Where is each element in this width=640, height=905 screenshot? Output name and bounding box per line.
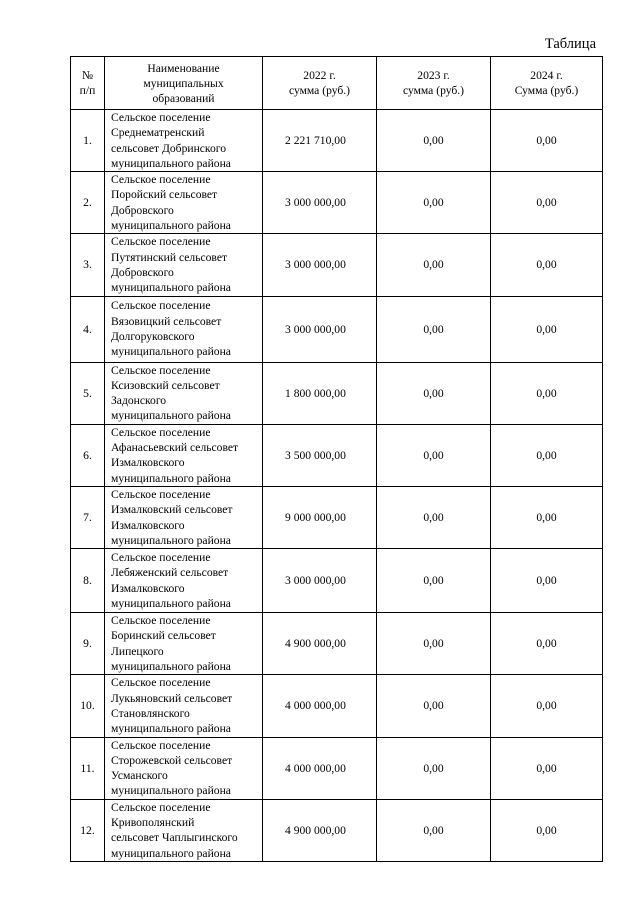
header-name	[105, 57, 263, 110]
table-row	[71, 737, 603, 799]
amount-2023: 0,00	[377, 613, 491, 675]
municipality-name: Сельское поселение Измалковский сельсовет Измалковского муниципального района	[105, 486, 263, 548]
table-row	[71, 799, 603, 861]
row-number: 1.	[71, 110, 105, 172]
budget-table	[70, 56, 603, 862]
amount-2022: 2 221 710,00	[263, 110, 377, 172]
municipality-name: Сельское поселение Поройский сельсовет Добровского муниципального района	[105, 172, 263, 234]
municipality-name: Сельское поселение Лукьяновский сельсовет Становлянского муниципального района	[105, 675, 263, 737]
amount-2022: 4 900 000,00	[263, 799, 377, 861]
amount-2024: 0,00	[491, 737, 603, 799]
header-2023	[377, 57, 491, 110]
row-number: 3.	[71, 234, 105, 296]
row-number: 7.	[71, 486, 105, 548]
row-number: 4.	[71, 296, 105, 362]
header-line: сумма (руб.)	[402, 84, 465, 97]
amount-2022: 3 000 000,00	[263, 234, 377, 296]
amount-2024: 0,00	[491, 486, 603, 548]
header-line: Сумма (руб.)	[514, 84, 579, 97]
amount-2024: 0,00	[491, 296, 603, 362]
amount-2024: 0,00	[491, 549, 603, 613]
amount-2023: 0,00	[377, 424, 491, 486]
amount-2022: 3 000 000,00	[263, 172, 377, 234]
amount-2022: 3 000 000,00	[263, 549, 377, 613]
municipality-name: Сельское поселение Ксизовский сельсовет Задонского муниципального района	[105, 362, 263, 424]
municipality-name: Сельское поселение Боринский сельсовет Липецкого муниципального района	[105, 613, 263, 675]
header-row	[71, 57, 603, 110]
amount-2023: 0,00	[377, 675, 491, 737]
header-line: сумма (руб.)	[288, 84, 351, 97]
table-row	[71, 362, 603, 424]
amount-2024: 0,00	[491, 172, 603, 234]
row-number: 2.	[71, 172, 105, 234]
header-2022	[263, 57, 377, 110]
header-line: образований	[152, 91, 215, 105]
header-line: 2023 г.	[417, 69, 450, 82]
amount-2022: 9 000 000,00	[263, 486, 377, 548]
municipality-name: Сельское поселение Среднематренский сельсовет Добринского муниципального района	[105, 110, 263, 172]
header-line: муниципальных	[143, 76, 224, 90]
amount-2024: 0,00	[491, 613, 603, 675]
amount-2022: 3 000 000,00	[263, 296, 377, 362]
amount-2024: 0,00	[491, 675, 603, 737]
row-number: 10.	[71, 675, 105, 737]
amount-2023: 0,00	[377, 234, 491, 296]
amount-2024: 0,00	[491, 799, 603, 861]
header-line: 2022 г.	[303, 69, 336, 82]
row-number: 5.	[71, 362, 105, 424]
header-2024	[491, 57, 603, 110]
table-row	[71, 296, 603, 362]
table-row	[71, 549, 603, 613]
amount-2023: 0,00	[377, 799, 491, 861]
table-row	[71, 234, 603, 296]
row-number: 11.	[71, 737, 105, 799]
row-number: 6.	[71, 424, 105, 486]
row-number: 12.	[71, 799, 105, 861]
table-row	[71, 110, 603, 172]
amount-2022: 1 800 000,00	[263, 362, 377, 424]
header-line: №	[81, 69, 94, 82]
table-row	[71, 172, 603, 234]
amount-2023: 0,00	[377, 549, 491, 613]
row-number: 9.	[71, 613, 105, 675]
table-body	[71, 110, 603, 862]
amount-2022: 4 900 000,00	[263, 613, 377, 675]
table-row	[71, 424, 603, 486]
amount-2023: 0,00	[377, 296, 491, 362]
table-row	[71, 613, 603, 675]
municipality-name: Сельское поселение Путятинский сельсовет Добровского муниципального района	[105, 234, 263, 296]
amount-2023: 0,00	[377, 172, 491, 234]
amount-2022: 3 500 000,00	[263, 424, 377, 486]
header-number	[71, 57, 105, 110]
municipality-name: Сельское поселение Вязовицкий сельсовет Долгоруковского муниципального района	[105, 296, 263, 362]
municipality-name: Сельское поселение Афанасьевский сельсовет Измалковского муниципального района	[105, 424, 263, 486]
municipality-name: Сельское поселение Сторожевской сельсовет Усманского муниципального района	[105, 737, 263, 799]
amount-2023: 0,00	[377, 737, 491, 799]
header-line: Наименование	[147, 61, 220, 75]
amount-2022: 4 000 000,00	[263, 737, 377, 799]
amount-2024: 0,00	[491, 424, 603, 486]
table-caption: Таблица	[544, 36, 596, 52]
row-number: 8.	[71, 549, 105, 613]
amount-2024: 0,00	[491, 362, 603, 424]
municipality-name: Сельское поселение Лебяженский сельсовет Измалковского муниципального района	[105, 549, 263, 613]
amount-2024: 0,00	[491, 110, 603, 172]
table-row	[71, 486, 603, 548]
amount-2023: 0,00	[377, 110, 491, 172]
amount-2023: 0,00	[377, 486, 491, 548]
header-line: 2024 г.	[530, 69, 563, 82]
table-row	[71, 675, 603, 737]
municipality-name: Сельское поселение Кривополянский сельсовет Чаплыгинского муниципального района	[105, 799, 263, 861]
amount-2023: 0,00	[377, 362, 491, 424]
amount-2024: 0,00	[491, 234, 603, 296]
amount-2022: 4 000 000,00	[263, 675, 377, 737]
header-line: п/п	[79, 84, 96, 97]
